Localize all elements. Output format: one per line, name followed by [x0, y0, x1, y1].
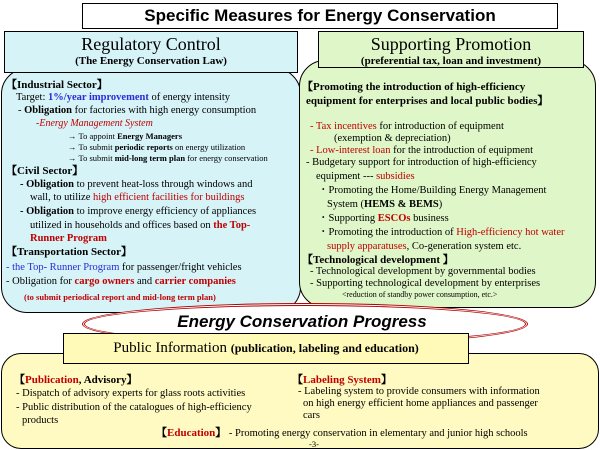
education-line: 【Education】 - Promoting energy conservation in elementary and junior high schools: [156, 427, 528, 439]
publication-line-2: - Public distribution of the catalogues of high-efficiency: [16, 402, 252, 413]
budget-support: - Budgetary support for introduction of high-efficiency: [306, 157, 537, 168]
hems-bems-line-2: System (HEMS & BEMS): [327, 199, 443, 210]
supporting-promotion-title: Supporting Promotion: [370, 34, 532, 54]
tax-incentives: - Tax incentives for introduction of equipment: [310, 121, 504, 132]
transportation-sector-heading: 【Transportation Sector】: [6, 246, 132, 258]
tech-line-2: - Supporting technological development by enterprises: [310, 278, 541, 289]
civil-line-1: - Obligation to prevent heat-loss through windows and: [20, 179, 253, 190]
public-information-header: [63, 333, 469, 364]
hot-water-line-2: supply apparatuses, Co-generation system etc.: [327, 241, 522, 252]
arrow-mid-long-term-plan: → To submit mid-long term plan for energy conservation: [68, 153, 268, 163]
regulatory-control-header: [4, 31, 298, 73]
publication-line-3: products: [22, 415, 59, 426]
tech-development-heading: 【Technological development 】: [302, 254, 454, 266]
industrial-sector-heading: 【Industrial Sector】: [6, 79, 108, 91]
civil-sector-heading: 【Civil Sector】: [6, 165, 84, 177]
energy-management-system: -Energy Management System: [36, 118, 153, 129]
public-information-subtitle: (publication, labeling and education): [230, 341, 419, 355]
supporting-promotion-subtitle: (preferential tax, loan and investment): [360, 55, 542, 67]
page-number: -3-: [309, 439, 319, 449]
transport-line-3: (to submit periodical report and mid-long term plan): [24, 292, 216, 302]
labeling-system-heading: 【Labeling System】: [292, 374, 392, 386]
budget-subsidies: equipment --- subsidies: [316, 171, 415, 182]
hot-water-line-1: ・Promoting the introduction of High-efficiency hot water: [318, 227, 565, 238]
industrial-obligation: - Obligation for factories with high energy consumption: [18, 105, 257, 116]
tech-line-3: <reduction of standby power consumption, etc.>: [342, 290, 498, 299]
civil-line-2: wall, to utilize high efficient facilities for buildings: [30, 192, 245, 203]
arrow-appoint-managers: → To appoint Energy Managers: [68, 131, 182, 141]
energy-conservation-progress-label: Energy Conservation Progress: [177, 312, 427, 331]
supporting-promotion-header: [318, 31, 584, 68]
tax-incentives-detail: (exemption & depreciation): [334, 133, 451, 144]
transport-line-2: - Obligation for cargo owners and carrier companies: [6, 276, 236, 287]
hems-bems-line-1: ・Promoting the Home/Building Energy Management: [318, 185, 547, 196]
publication-advisory-heading: 【Publication, Advisory】: [14, 374, 138, 386]
low-interest-loan: - Low-interest loan for the introduction of equipment: [310, 145, 534, 156]
publication-line-1: - Dispatch of advisory experts for glass roots activities: [16, 388, 246, 399]
transport-line-1: - the Top- Runner Program for passenger/fright vehicles: [6, 262, 242, 273]
promotion-heading-line-1: 【Promoting the introduction of high-efficiency: [302, 81, 526, 93]
labeling-line-3: cars: [303, 410, 320, 421]
diagram-title: Specific Measures for Energy Conservation: [82, 3, 558, 29]
arrow-periodic-reports: → To submit periodic reports on energy utilization: [68, 142, 246, 152]
labeling-line-2: on high energy efficient home appliances and passenger: [303, 398, 538, 409]
tech-line-1: - Technological development by governmental bodies: [310, 266, 536, 277]
civil-line-5: Runner Program: [30, 233, 107, 244]
labeling-line-1: - Labeling system to provide consumers with information: [298, 386, 540, 397]
public-information-title: Public Information: [113, 340, 227, 356]
promotion-heading-line-2: equipment for enterprises and local public bodies】: [306, 95, 549, 107]
civil-line-4: utilized in households and offices based on the Top-: [30, 220, 251, 231]
civil-line-3: - Obligation to improve energy efficiency of appliances: [20, 206, 257, 217]
escos-line: ・Supporting ESCOs business: [318, 213, 449, 224]
industrial-target: Target: 1%/year improvement of energy intensity: [16, 92, 231, 103]
regulatory-control-title: Regulatory Control: [81, 34, 221, 54]
regulatory-control-subtitle: (The Energy Conservation Law): [75, 55, 227, 67]
